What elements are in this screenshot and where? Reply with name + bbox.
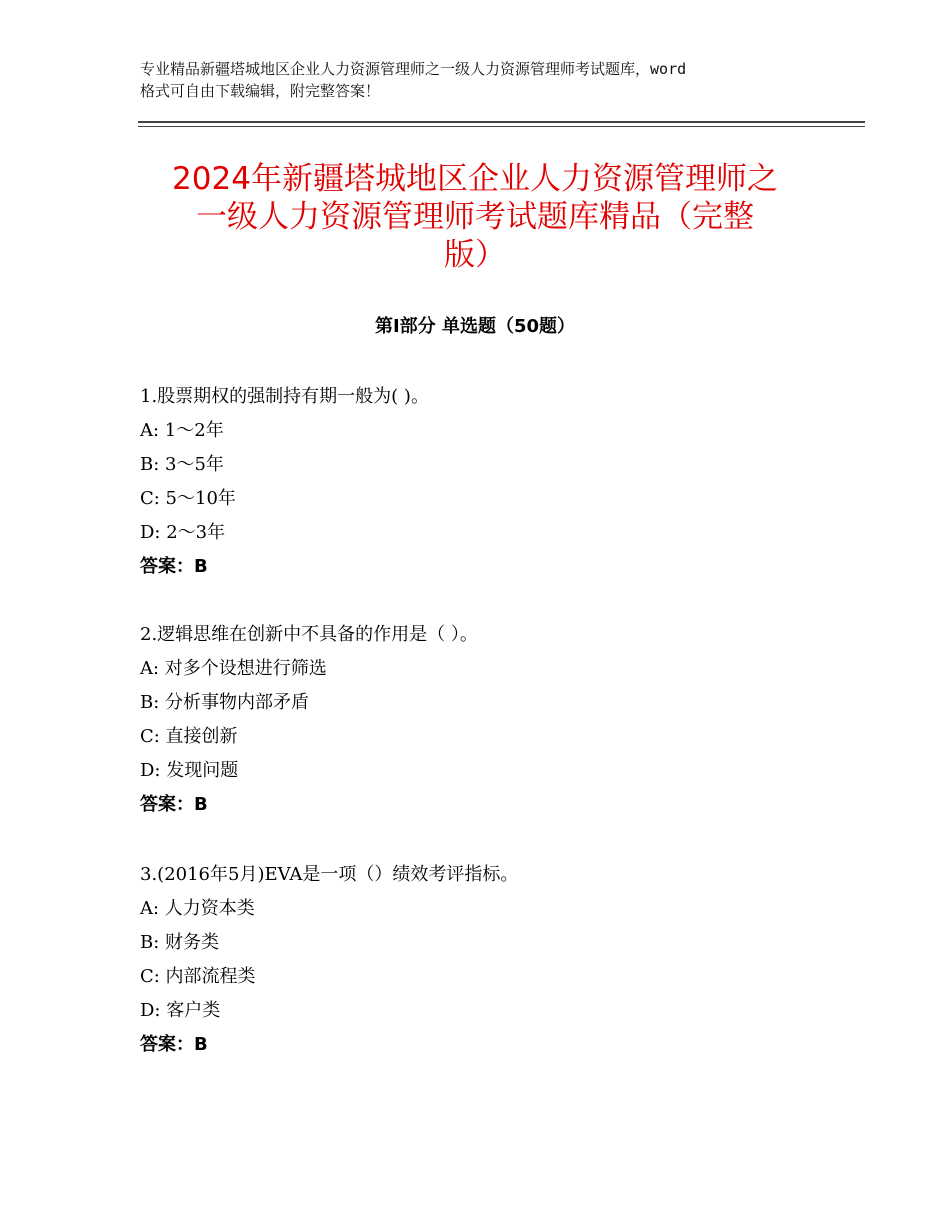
option-b: B: 分析事物内部矛盾: [140, 692, 310, 713]
document-title: [110, 160, 840, 274]
question-2: [140, 618, 860, 822]
question-stem: 3.(2016年5月)EVA是一项（）绩效考评指标。: [140, 864, 519, 885]
header-note: [140, 58, 830, 102]
option-c: C: 直接创新: [140, 726, 238, 747]
header-note-line-2: 格式可自由下载编辑，附完整答案！: [140, 82, 381, 100]
document-title-line-1: 2024年新疆塔城地区企业人力资源管理师之: [172, 161, 778, 197]
header-note-line-1: 专业精品新疆塔城地区企业人力资源管理师之一级人力资源管理师考试题库，word: [140, 60, 687, 78]
option-a: A: 人力资本类: [140, 898, 255, 919]
option-b: B: 财务类: [140, 932, 220, 953]
question-3: [140, 858, 860, 1062]
option-a: A: 1～2年: [140, 420, 224, 441]
option-a: A: 对多个设想进行筛选: [140, 658, 327, 679]
header-divider-thin: [138, 126, 865, 127]
header-divider-thick: [138, 121, 865, 123]
question-1: [140, 380, 860, 584]
section-heading: 第Ⅰ部分 单选题（50题）: [374, 316, 575, 337]
question-stem: 2.逻辑思维在创新中不具备的作用是（ ）。: [140, 624, 478, 645]
option-c: C: 5～10年: [140, 488, 236, 509]
answer: 答案：B: [140, 1034, 208, 1055]
option-d: D: 发现问题: [140, 760, 239, 781]
option-c: C: 内部流程类: [140, 966, 256, 987]
document-title-line-2: 一级人力资源管理师考试题库精品（完整: [196, 199, 754, 235]
option-d: D: 2～3年: [140, 522, 226, 543]
document-title-line-3: 版）: [444, 237, 506, 273]
option-d: D: 客户类: [140, 1000, 221, 1021]
answer: 答案：B: [140, 556, 208, 577]
answer: 答案：B: [140, 794, 208, 815]
question-stem: 1.股票期权的强制持有期一般为( )。: [140, 386, 429, 407]
option-b: B: 3～5年: [140, 454, 224, 475]
